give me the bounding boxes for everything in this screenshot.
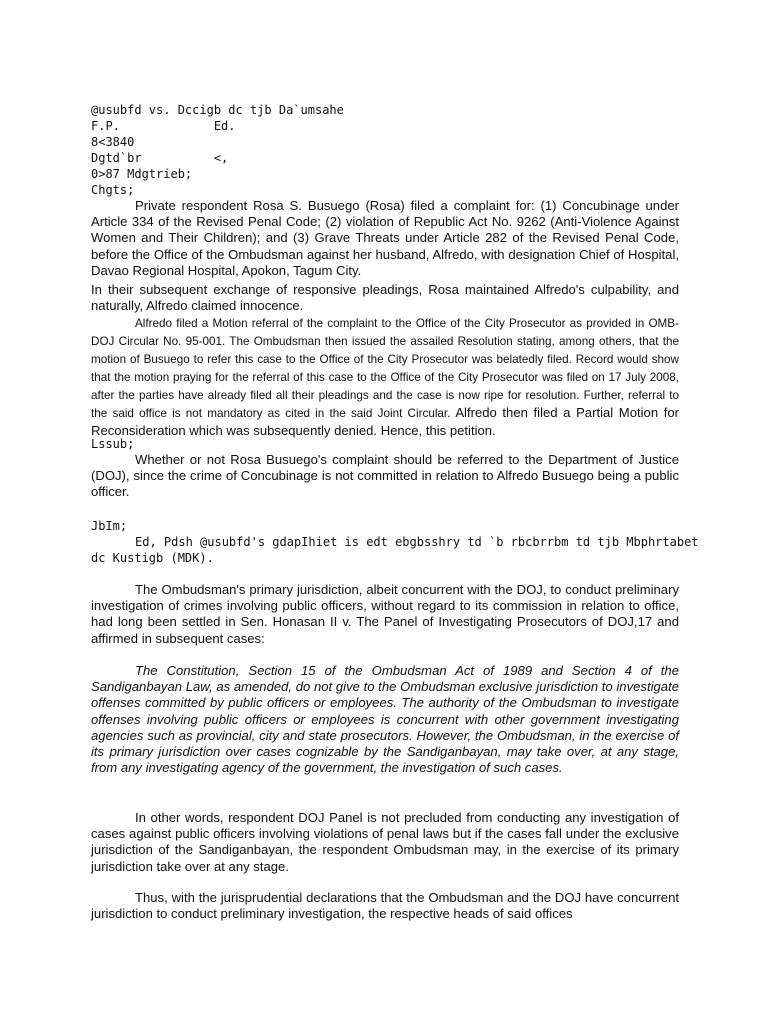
held-label: JbIm; xyxy=(91,519,128,533)
facts-paragraph-3-small: Alfredo filed a Motion referral of the complaint to the Office of the City Prosecutor as provided in OMB-DOJ Circular No. 95-001. The Ombudsman then issued the assailed Resolution stating, among others, that the motion of Busuego to refer this case to the Office of the City Prosecutor was belatedly filed. Record would show that the motion praying for the referral of this case to the Office of the City Prosecutor was filed on 17 July 2008, after the parties have already filed all their pleadings and the case is now ripe for resolution. Further, referral to the said office is not mandatory as cited in the said Joint Circular. xyxy=(91,317,679,420)
ruling-paragraph-2: In other words, respondent DOJ Panel is not precluded from conducting any investigation of cases against public officers involving violations of penal laws but if the cases fall under the exclusive jurisdiction of the Sandiganbayan, the respondent Ombudsman may, in the exercise of its primary jurisdiction take over at any stage. xyxy=(91,810,679,874)
ruling-paragraph-3: Thus, with the jurisprudential declarations that the Ombudsman and the DOJ have concurrent jurisdiction to conduct preliminary investigation, the respective heads of said offices xyxy=(91,890,679,922)
held-line-2: dc Kustigb (MDK). xyxy=(91,551,214,565)
ruling-paragraph-1: The Ombudsman's primary jurisdiction, albeit concurrent with the DOJ, to conduct preliminary investigation of crimes involving public officers, without regard to its commission in relation to office, had long been settled in Sen. Honasan II v. The Panel of Investigating Prosecutors of DOJ,17 and affirmed in subsequent cases: xyxy=(91,582,679,646)
facts-paragraph-2: In their subsequent exchange of responsive pleadings, Rosa maintained Alfredo's culpability, and naturally, Alfredo claimed innocence. xyxy=(91,282,679,314)
issue-label: Lssub; xyxy=(91,437,135,451)
issue-text: Whether or not Rosa Busuego's complaint should be referred to the Department of Justice (DOJ), since the crime of Concubinage is not committed in relation to Alfredo Busuego being a public officer. xyxy=(91,452,679,500)
ruling-quote: The Constitution, Section 15 of the Ombudsman Act of 1989 and Section 4 of the Sandiganbayan Law, as amended, do not give to the Ombudsman exclusive jurisdiction to investigate offenses committed by public officers or employees. The authority of the Ombudsman to investigate offenses involving public officers or employees is concurrent with other government investigating agencies such as provincial, city and state prosecutors. However, the Ombudsman, in the exercise of its primary jurisdiction over cases cognizable by the Sandiganbayan, may take over, at any stage, from any investigating agency of the government, the investigation of such cases. xyxy=(91,663,679,776)
case-date: Dgtd`br <, xyxy=(91,151,229,165)
case-ponente: 0>87 Mdgtrieb; xyxy=(91,167,193,181)
case-title: @usubfd vs. Dccigb dc tjb Da`umsahe xyxy=(91,103,344,117)
case-number: 8<3840 xyxy=(91,135,135,149)
facts-paragraph-3-tail: Alfredo then filed a Partial Motion for Reconsideration which was subsequently denied. Hence, this petition. xyxy=(91,405,679,438)
case-gr: F.P. Ed. xyxy=(91,119,236,133)
facts-label: Chgts; xyxy=(91,183,135,197)
held-line-1: Ed, Pdsh @usubfd's gdapIhiet is edt ebgbsshry td `b rbcbrrbm td tjb Mbphrtabet xyxy=(135,535,699,549)
facts-paragraph-1: Private respondent Rosa S. Busuego (Rosa) filed a complaint for: (1) Concubinage under Article 334 of the Revised Penal Code; (2) violation of Republic Act No. 9262 (Anti-Violence Against Women and Their Children); and (3) Grave Threats under Article 282 of the Revised Penal Code, before the Office of the Ombudsman against her husband, Alfredo, with designation Chief of Hospital, Davao Regional Hospital, Apokon, Tagum City. xyxy=(91,198,679,278)
facts-paragraph-3 xyxy=(91,314,679,440)
